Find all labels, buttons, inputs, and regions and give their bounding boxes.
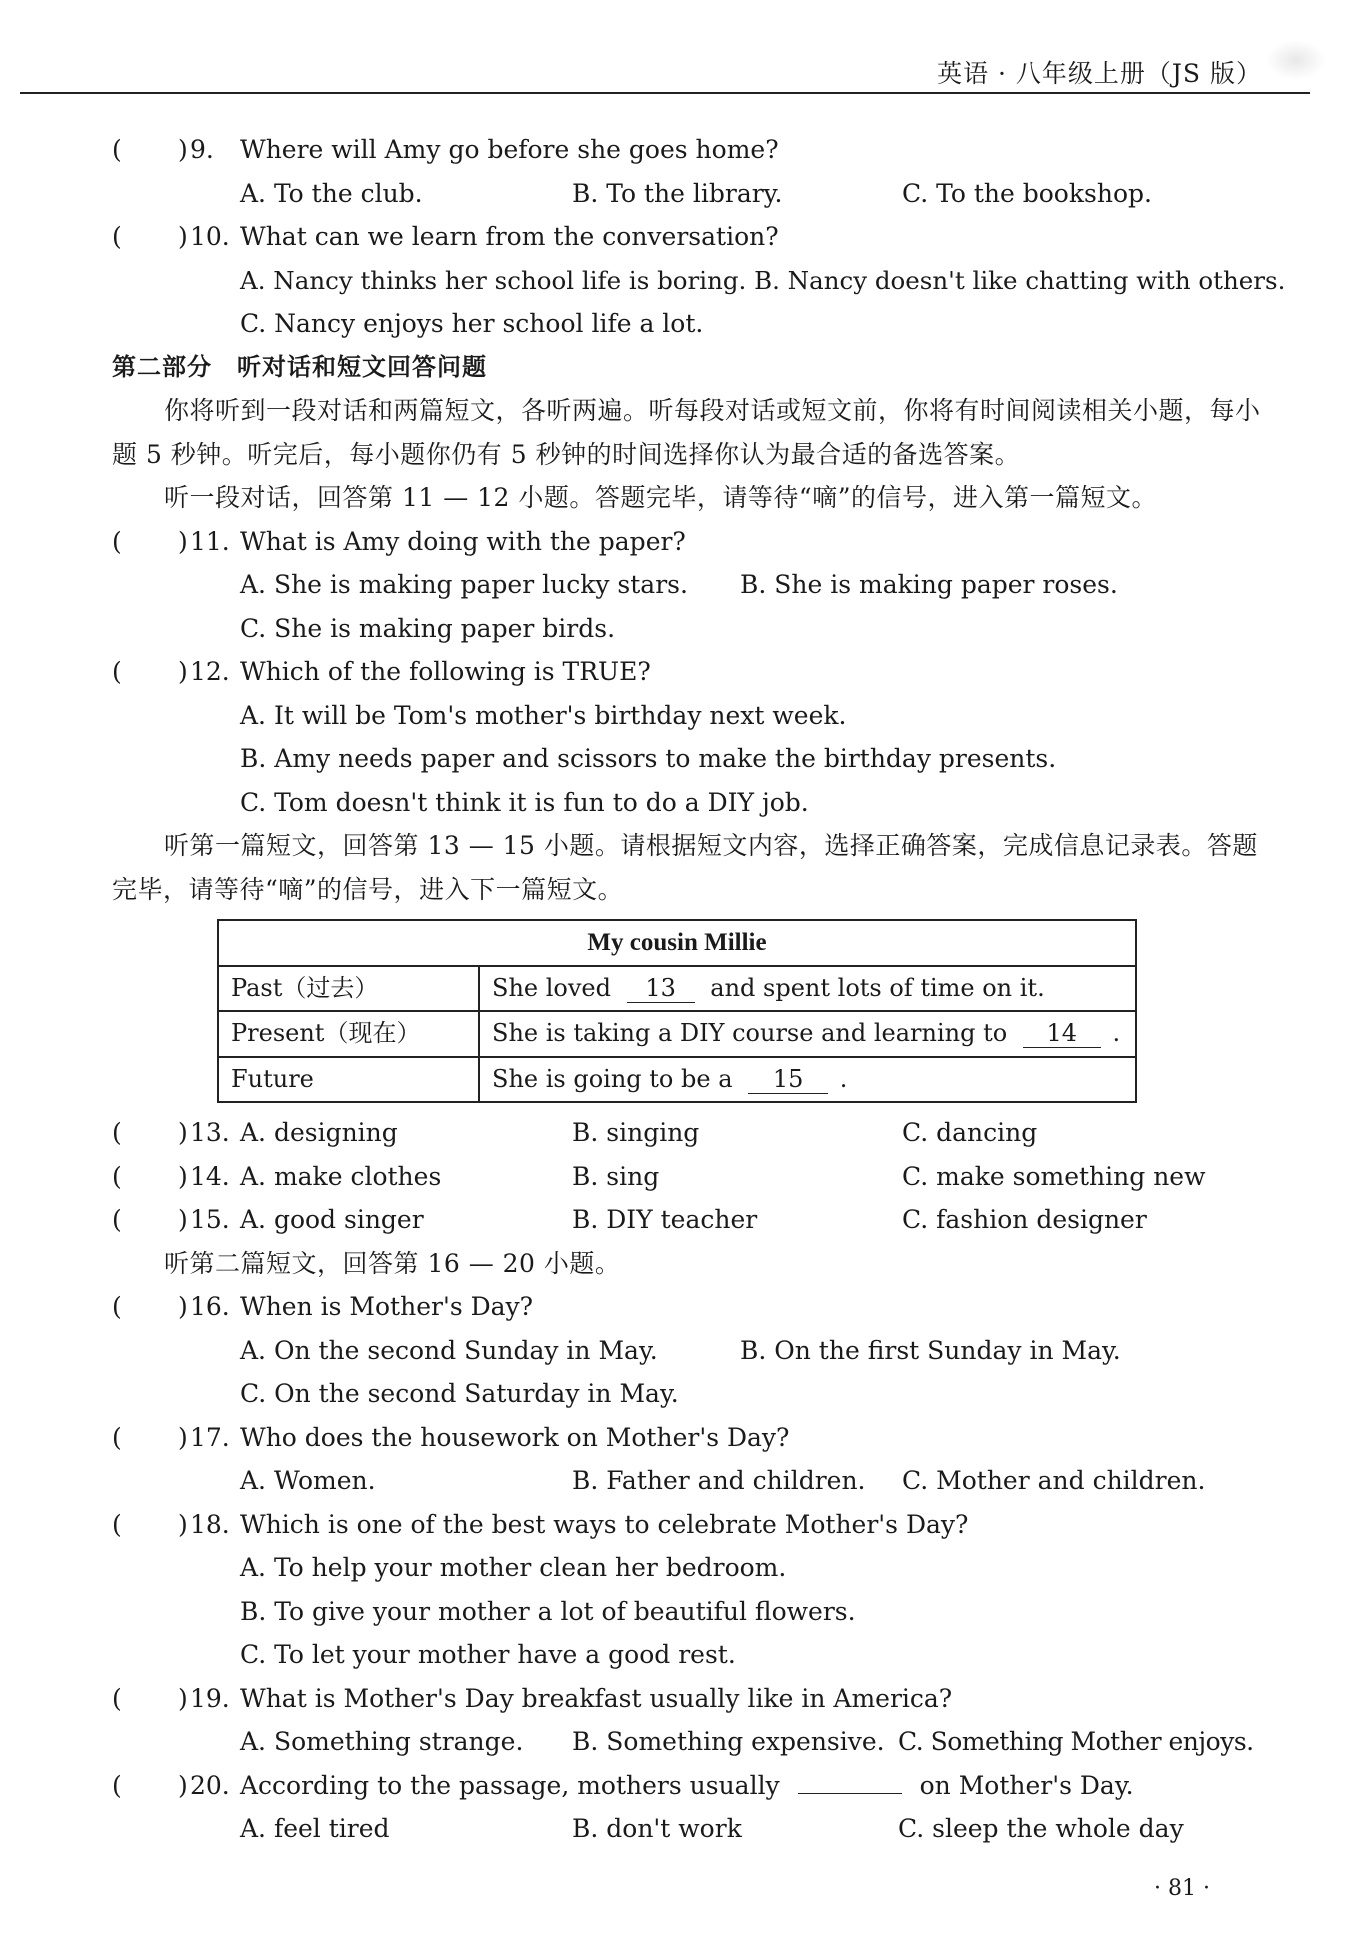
option-c: C. fashion designer (902, 1205, 1147, 1234)
question-number: 15. (190, 1205, 230, 1234)
answer-paren-open: ( (112, 135, 122, 164)
option-a: A. make clothes (240, 1161, 442, 1191)
option-a: A. good singer (240, 1205, 424, 1234)
header-rule (20, 92, 1310, 94)
question-18 (112, 1503, 1262, 1547)
page-number: · 81 · (1154, 1876, 1210, 1901)
option-b: B. She is making paper roses. (740, 570, 1118, 599)
answer-paren-close: ) (178, 222, 188, 251)
option-c: C. To let your mother have a good rest. (240, 1640, 736, 1669)
blank-14: 14 (1023, 1019, 1101, 1048)
option-a: A. It will be Tom's mother's birthday next week. (240, 700, 847, 730)
row-text-pre: She is going to be a (492, 1064, 733, 1093)
options-19 (112, 1720, 1262, 1764)
options-20 (112, 1807, 1262, 1851)
table-title: My cousin Millie (218, 920, 1136, 966)
option-c: C. Tom doesn't think it is fun to do a DIY job. (240, 787, 809, 817)
page-header (0, 0, 1350, 100)
options-17 (112, 1459, 1262, 1503)
question-number: 19. (190, 1683, 230, 1713)
answer-paren-open: ( (112, 1292, 122, 1321)
option-b: B. Amy needs paper and scissors to make the birthday presents. (240, 744, 1057, 773)
option-c: C. Mother and children. (902, 1466, 1206, 1495)
option-a: A. To the club. (240, 178, 423, 208)
table-row (218, 1011, 1136, 1057)
question-text: Who does the housework on Mother's Day? (240, 1422, 790, 1452)
question-17 (112, 1416, 1262, 1460)
options-18-b (112, 1590, 1262, 1634)
answer-paren-open: ( (112, 657, 122, 686)
q20-text-pre: According to the passage, mothers usually (240, 1770, 780, 1800)
question-13 (112, 1111, 1262, 1155)
question-text (240, 1764, 1134, 1808)
page-content (112, 128, 1286, 1851)
option-c: C. Nancy enjoys her school life a lot. (240, 309, 704, 338)
option-a: A. Something strange. (240, 1727, 524, 1756)
question-number: 12. (190, 657, 230, 686)
blank-15: 15 (748, 1065, 828, 1094)
option-b: B. singing (572, 1118, 700, 1147)
answer-paren-close: ) (178, 1292, 188, 1321)
row-text-post: . (839, 1064, 848, 1093)
option-b: B. To the library. (572, 178, 783, 208)
answer-paren-close: ) (178, 1683, 188, 1713)
question-number: 10. (190, 222, 230, 251)
options-11 (112, 563, 1262, 607)
options-ab: A. Nancy thinks her school life is boring. B. Nancy doesn't like chatting with others. (240, 265, 1286, 295)
option-c: C. On the second Saturday in May. (240, 1379, 679, 1408)
header-title: 英语 · 八年级上册（JS 版） (937, 59, 1262, 88)
row-text-pre: She loved (492, 973, 611, 1002)
question-number: 9. (190, 135, 214, 164)
info-record-table (217, 919, 1137, 1103)
options-11-c (112, 607, 1262, 651)
question-number: 14. (190, 1161, 230, 1191)
question-text: When is Mother's Day? (240, 1292, 534, 1321)
options-12-c (112, 781, 1262, 825)
option-a: A. To help your mother clean her bedroom. (240, 1553, 787, 1582)
question-19 (112, 1677, 1262, 1721)
option-b: B. On the first Sunday in May. (740, 1335, 1121, 1365)
answer-paren-close: ) (178, 1161, 188, 1191)
table-row-label: Future (218, 1057, 479, 1103)
question-16 (112, 1285, 1262, 1329)
table-row-content (479, 1057, 1136, 1103)
question-number: 11. (190, 526, 230, 556)
options-16 (112, 1329, 1262, 1373)
scan-artifact (1266, 40, 1326, 80)
answer-paren-close: ) (178, 135, 188, 164)
answer-paren-open: ( (112, 1683, 122, 1713)
answer-paren-close: ) (178, 1118, 188, 1147)
answer-paren-open: ( (112, 1770, 122, 1800)
answer-paren-open: ( (112, 1422, 122, 1452)
options-16-c (112, 1372, 1262, 1416)
table-row (218, 966, 1136, 1012)
q20-text-post: on Mother's Day. (919, 1770, 1134, 1800)
option-c: C. make something new (902, 1161, 1206, 1191)
table-header-row (218, 920, 1136, 966)
option-a: A. Women. (240, 1466, 376, 1495)
answer-paren-open: ( (112, 1205, 122, 1234)
question-number: 20. (190, 1770, 230, 1800)
question-15 (112, 1198, 1262, 1242)
option-a: A. designing (240, 1118, 398, 1147)
option-b: B. don't work (572, 1814, 742, 1843)
question-20 (112, 1764, 1262, 1808)
section-intro: 你将听到一段对话和两篇短文，各听两遍。听每段对话或短文前，你将有时间阅读相关小题，每小题 5 秒钟。听完后，每小题你仍有 5 秒钟的时间选择你认为最合适的备选答案。 (112, 396, 1261, 469)
option-b: B. To give your mother a lot of beautiful flowers. (240, 1596, 856, 1626)
question-12 (112, 650, 1262, 694)
answer-paren-open: ( (112, 1118, 122, 1147)
passage2-instruction: 听第二篇短文，回答第 16 — 20 小题。 (164, 1248, 621, 1278)
option-a: A. feel tired (240, 1814, 390, 1843)
question-14 (112, 1155, 1262, 1199)
question-10 (112, 215, 1262, 259)
question-text: Which of the following is TRUE? (240, 657, 651, 686)
table-row-label: Past（过去） (218, 966, 479, 1012)
question-9 (112, 128, 1262, 172)
answer-paren-close: ) (178, 526, 188, 556)
options-10-line2 (112, 302, 1262, 346)
options-18-c (112, 1633, 1262, 1677)
option-a: A. She is making paper lucky stars. (240, 570, 688, 599)
blank-13: 13 (627, 974, 695, 1003)
question-number: 13. (190, 1118, 230, 1147)
question-number: 18. (190, 1509, 230, 1539)
question-text: Which is one of the best ways to celebrate Mother's Day? (240, 1509, 969, 1539)
section-title: 第二部分 听对话和短文回答问题 (112, 352, 487, 381)
option-c: C. sleep the whole day (898, 1814, 1184, 1843)
answer-paren-close: ) (178, 1509, 188, 1539)
option-b: B. sing (572, 1161, 660, 1191)
row-text-pre: She is taking a DIY course and learning to (492, 1019, 1008, 1047)
option-b: B. Something expensive. (572, 1727, 885, 1756)
options-18-a (112, 1546, 1262, 1590)
option-c: C. She is making paper birds. (240, 613, 616, 643)
option-b: B. Father and children. (572, 1466, 866, 1495)
question-number: 16. (190, 1292, 230, 1321)
row-text-post: . (1112, 1019, 1121, 1047)
table-row (218, 1057, 1136, 1103)
answer-paren-close: ) (178, 1205, 188, 1234)
passage1-instruction: 听第一篇短文，回答第 13 — 15 小题。请根据短文内容，选择正确答案，完成信息记录表。答题完毕，请等待“嘀”的信号，进入下一篇短文。 (112, 831, 1258, 904)
answer-paren-close: ) (178, 1770, 188, 1800)
question-text: Where will Amy go before she goes home? (240, 135, 779, 164)
answer-paren-open: ( (112, 1161, 122, 1191)
question-number: 17. (190, 1422, 230, 1452)
option-c: C. dancing (902, 1118, 1038, 1147)
question-text: What is Mother's Day breakfast usually like in America? (240, 1683, 953, 1713)
answer-paren-close: ) (178, 657, 188, 686)
options-9 (112, 172, 1262, 216)
question-text: What can we learn from the conversation? (240, 222, 779, 251)
options-12-b (112, 737, 1262, 781)
answer-blank (798, 1793, 902, 1794)
options-10-line1 (112, 259, 1286, 303)
option-c: C. To the bookshop. (902, 178, 1152, 208)
table-row-content (479, 1011, 1136, 1057)
table-row-label: Present（现在） (218, 1011, 479, 1057)
table-row-content (479, 966, 1136, 1012)
answer-paren-open: ( (112, 1509, 122, 1539)
option-b: B. DIY teacher (572, 1205, 758, 1234)
option-c: C. Something Mother enjoys. (898, 1727, 1254, 1756)
question-11 (112, 520, 1262, 564)
row-text-post: and spent lots of time on it. (710, 973, 1045, 1002)
answer-paren-open: ( (112, 222, 122, 251)
answer-paren-close: ) (178, 1422, 188, 1452)
answer-paren-open: ( (112, 526, 122, 556)
question-text: What is Amy doing with the paper? (240, 526, 686, 556)
dialogue-instruction: 听一段对话，回答第 11 — 12 小题。答题完毕，请等待“嘀”的信号，进入第一篇短文。 (164, 483, 1157, 512)
option-a: A. On the second Sunday in May. (240, 1335, 658, 1365)
options-12-a (112, 694, 1262, 738)
